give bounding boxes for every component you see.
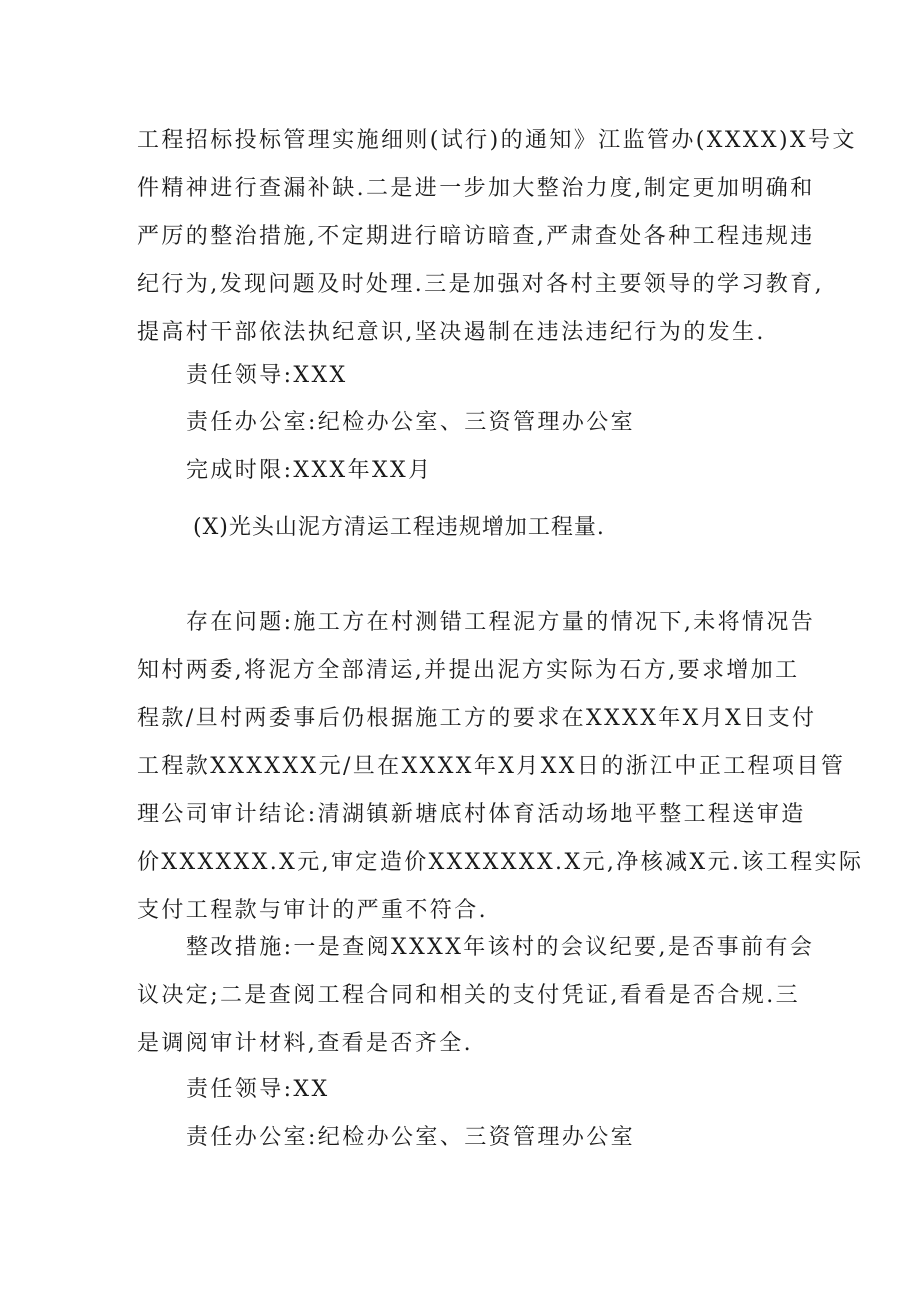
measures-paragraph	[137, 924, 815, 1068]
completion-deadline-1: 完成时限:XXX年XX月	[186, 458, 433, 483]
paragraph-continuation	[137, 117, 857, 357]
text-line: 整改措施:一是查阅XXXX年该村的会议纪要,是否事前有会	[186, 935, 815, 960]
text-line: 纪行为,发现问题及时处理.三是加强对各村主要领导的学习教育,	[137, 272, 824, 297]
text-line: 支付工程款与审计的严重不符合.	[137, 898, 488, 923]
text-line: 议决定;二是查阅工程合同和相关的支付凭证,看看是否合规.三	[137, 983, 801, 1008]
responsible-office-2: 责任办公室:纪检办公室、三资管理办公室	[186, 1125, 636, 1150]
text-line: 程款/旦村两委事后仍根据施工方的要求在XXXX年X月X日支付	[137, 706, 817, 731]
text-line: 件精神进行查漏补缺.二是进一步加大整治力度,制定更加明确和	[137, 176, 815, 201]
problem-paragraph	[137, 599, 864, 935]
responsible-leader-1: 责任领导:XXX	[186, 363, 348, 388]
text-line: 知村两委,将泥方全部清运,并提出泥方实际为石方,要求增加工	[137, 658, 800, 683]
text-line: 理公司审计结论:清湖镇新塘底村体育活动场地平整工程送审造	[137, 802, 806, 827]
section-heading: (X)光头山泥方清运工程违规增加工程量.	[193, 515, 605, 540]
text-line: 是调阅审计材料,查看是否齐全.	[137, 1031, 473, 1056]
text-line: 严厉的整治措施,不定期进行暗访暗查,严肃查处各种工程违规违	[137, 224, 815, 249]
text-line: 价XXXXXX.X元,审定造价XXXXXXX.X元,净核减X元.该工程实际	[137, 850, 864, 875]
text-line: 提高村干部依法执纪意识,坚决遏制在违法违纪行为的发生.	[137, 320, 766, 345]
responsible-office-1: 责任办公室:纪检办公室、三资管理办公室	[186, 410, 636, 435]
text-line: 存在问题:施工方在村测错工程泥方量的情况下,未将情况告	[186, 610, 816, 635]
text-line: 工程款XXXXXX元/旦在XXXX年X月XX日的浙江中正工程项目管	[137, 754, 846, 779]
responsible-leader-2: 责任领导:XX	[186, 1077, 330, 1102]
text-line: 工程招标投标管理实施细则(试行)的通知》江监管办(XXXX)X号文	[137, 128, 857, 153]
